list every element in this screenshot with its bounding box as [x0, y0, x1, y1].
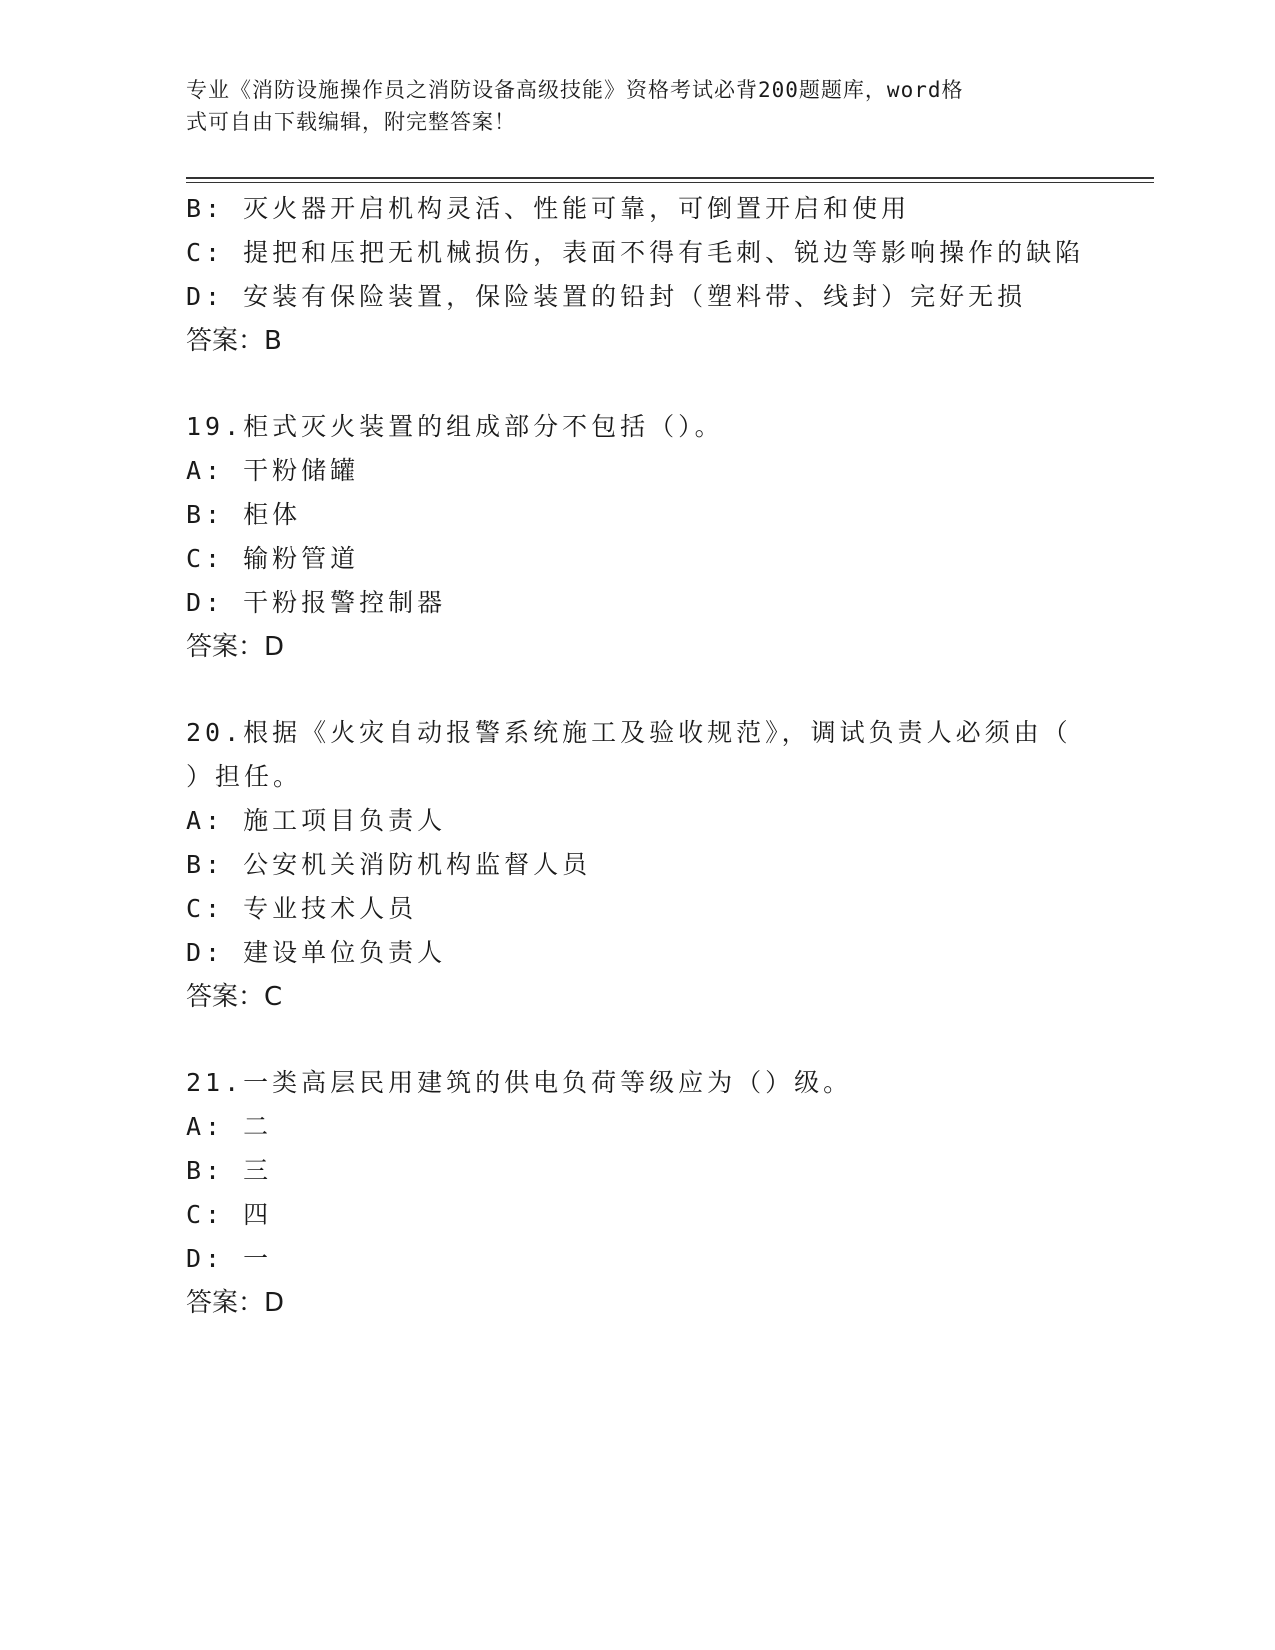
question-20-line-1: 20.根据《火灾自动报警系统施工及验收规范》，调试负责人必须由（ [186, 718, 1072, 747]
option-d: D: 干粉报警控制器 [186, 588, 447, 617]
option-a: A: 施工项目负责人 [186, 806, 447, 835]
option-c: C: 专业技术人员 [186, 894, 418, 923]
header-line-2: 式可自由下载编辑，附完整答案！ [186, 110, 516, 134]
option-c: C: 提把和压把无机械损伤，表面不得有毛刺、锐边等影响操作的缺陷 [186, 238, 1085, 267]
header-divider [186, 177, 1154, 179]
option-c: C: 输粉管道 [186, 544, 360, 573]
document-header [186, 74, 1066, 138]
option-a: A: 干粉储罐 [186, 456, 360, 485]
answer: 答案：D [186, 1288, 285, 1318]
option-b: B: 柜体 [186, 500, 302, 529]
header-line-1: 专业《消防设施操作员之消防设备高级技能》资格考试必背200题题库，word格 [186, 78, 964, 102]
option-b: B: 三 [186, 1156, 273, 1185]
answer: 答案：B [186, 326, 282, 356]
option-d: D: 建设单位负责人 [186, 938, 447, 967]
option-b: B: 公安机关消防机构监督人员 [186, 850, 592, 879]
answer: 答案：D [186, 632, 285, 662]
question-19: 19.柜式灭火装置的组成部分不包括（）。 [186, 412, 724, 441]
option-a: A: 二 [186, 1112, 273, 1141]
answer: 答案：C [186, 982, 283, 1012]
question-21: 21.一类高层民用建筑的供电负荷等级应为（）级。 [186, 1068, 853, 1097]
option-c: C: 四 [186, 1200, 273, 1229]
question-20-line-2: ）担任。 [186, 762, 303, 791]
option-b: B: 灭火器开启机构灵活、性能可靠，可倒置开启和使用 [186, 194, 911, 223]
header-divider-thin [186, 182, 1154, 183]
option-d: D: 一 [186, 1244, 273, 1273]
option-d: D: 安装有保险装置，保险装置的铅封（塑料带、线封）完好无损 [186, 282, 1027, 311]
